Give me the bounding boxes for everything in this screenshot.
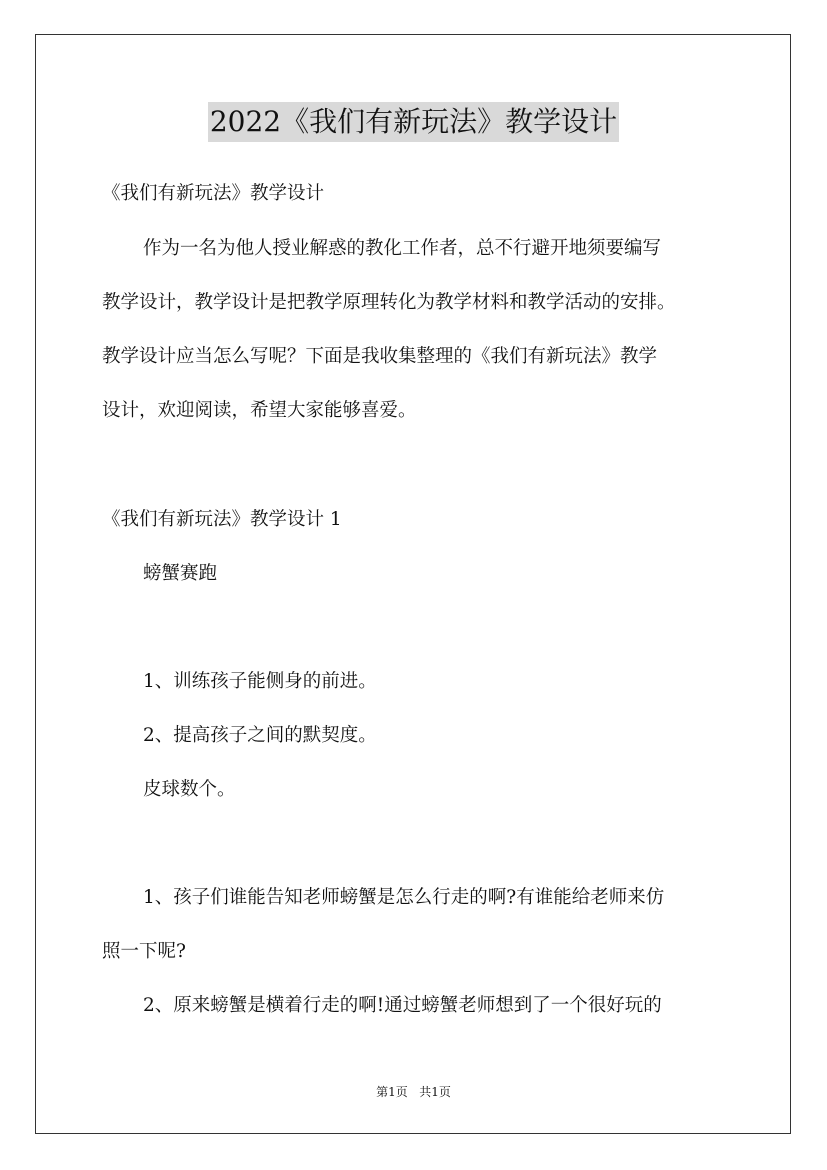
title-container — [0, 102, 827, 142]
intro-line-1: 作为一名为他人授业解惑的教化工作者，总不行避开地须要编写 — [143, 238, 662, 259]
process-line-2: 照一下呢? — [102, 941, 186, 962]
section-heading: 《我们有新玩法》教学设计 1 — [102, 509, 342, 530]
intro-line-3: 教学设计应当怎么写呢？下面是我收集整理的《我们有新玩法》教学 — [102, 346, 658, 367]
activity-name: 螃蟹赛跑 — [143, 563, 218, 584]
subtitle: 《我们有新玩法》教学设计 — [102, 183, 325, 204]
intro-line-2: 教学设计，教学设计是把教学原理转化为教学材料和教学活动的安排。 — [102, 292, 676, 313]
materials: 皮球数个。 — [143, 779, 236, 800]
page-number: 第1页 共1页 — [376, 1085, 451, 1099]
process-line-3: 2、原来螃蟹是横着行走的啊!通过螃蟹老师想到了一个很好玩的 — [143, 995, 662, 1016]
goal-2: 2、提高孩子之间的默契度。 — [143, 725, 377, 746]
intro-line-4: 设计，欢迎阅读，希望大家能够喜爱。 — [102, 400, 417, 421]
document-title: 2022《我们有新玩法》教学设计 — [208, 102, 619, 142]
process-line-1: 1、孩子们谁能告知老师螃蟹是怎么行走的啊?有谁能给老师来仿 — [143, 887, 665, 908]
goal-1: 1、训练孩子能侧身的前进。 — [143, 671, 377, 692]
